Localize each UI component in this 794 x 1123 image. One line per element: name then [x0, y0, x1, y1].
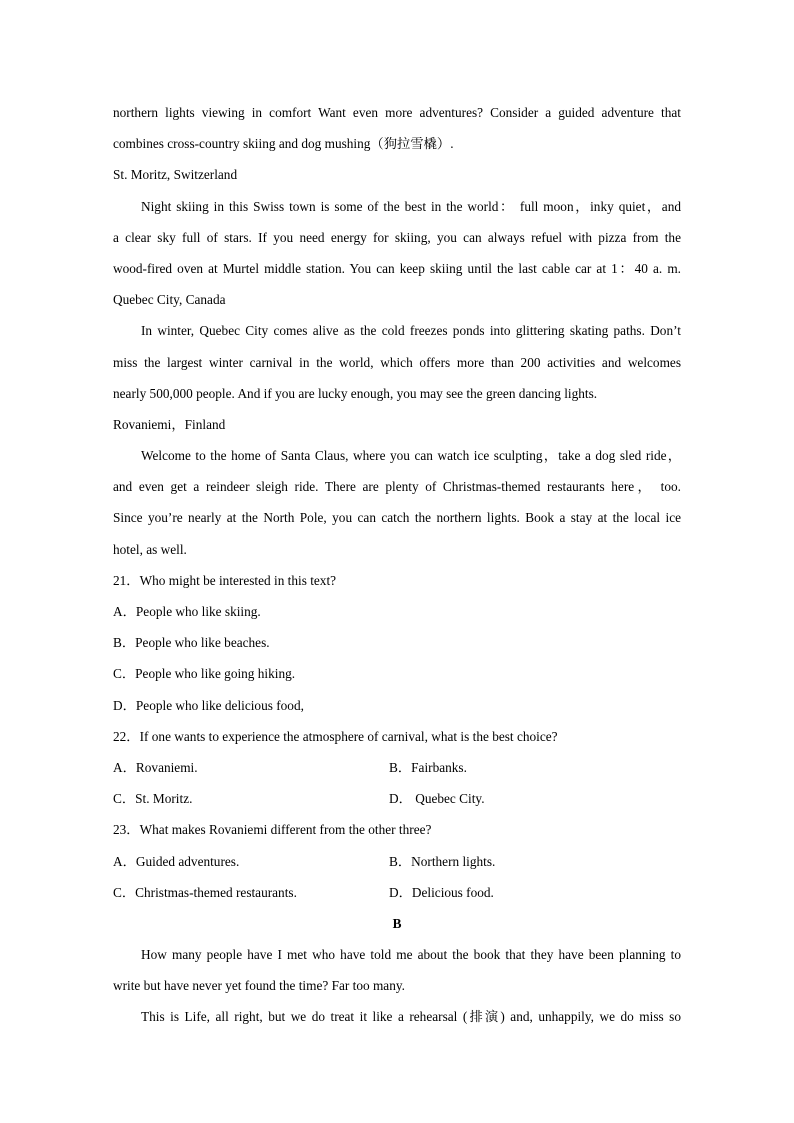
paragraph-line: nearly 500,000 people. And if you are lucky enough, you may see the green dancing lights. — [113, 385, 598, 401]
option-22-b: B．Fairbanks. — [389, 759, 467, 775]
option-23-a: A．Guided adventures. — [113, 853, 240, 869]
option-row — [113, 846, 681, 877]
option-21-d: D．People who like delicious food, — [113, 697, 304, 713]
paragraph-line: How many people have I met who have told me about the book that they have been planning to — [141, 947, 681, 963]
paragraph-line: write but have never yet found the time? Far too many. — [113, 978, 405, 994]
paragraph-line: hotel, as well. — [113, 541, 187, 557]
option-22-a: A．Rovaniemi. — [113, 759, 198, 775]
paragraph-line: northern lights viewing in comfort Want even more adventures? Consider a guided adventure that — [113, 105, 681, 120]
question-stem-23: 23．What makes Rovaniemi different from the other three? — [113, 822, 432, 838]
paragraph-line: This is Life, all right, but we do treat it like a rehearsal (排演) and, unhappily, we do miss so — [141, 1009, 681, 1025]
section-heading-quebec: Quebec City, Canada — [113, 292, 226, 308]
section-heading-st-moritz: St. Moritz, Switzerland — [113, 167, 238, 183]
option-23-d: D．Delicious food. — [389, 884, 494, 900]
option-22-c: C．St. Moritz. — [113, 791, 193, 807]
paragraph-line: and even get a reindeer sleigh ride. There are plenty of Christmas-themed restaurants here， too. — [113, 479, 681, 495]
option-row — [113, 752, 681, 783]
option-row — [113, 783, 681, 814]
paragraph-line: a clear sky full of stars. If you need energy for skiing, you can always refuel with pizza from the — [113, 229, 681, 245]
option-row — [113, 877, 681, 908]
option-23-b: B．Northern lights. — [389, 853, 496, 869]
paragraph-line: In winter, Quebec City comes alive as the cold freezes ponds into glittering skating paths. Don’t — [141, 323, 681, 339]
paragraph-line: Since you’re nearly at the North Pole, you can catch the northern lights. Book a stay at the local ice — [113, 510, 681, 526]
document-page — [113, 97, 681, 1033]
question-stem-21: 21．Who might be interested in this text? — [113, 572, 337, 588]
section-heading-rovaniemi: Rovaniemi，Finland — [113, 416, 226, 432]
question-stem-22: 22．If one wants to experience the atmosphere of carnival, what is the best choice? — [113, 728, 558, 744]
paragraph-line: wood-fired oven at Murtel middle station. You can keep skiing until the last cable car at 1：40 a. m. — [113, 260, 681, 276]
option-23-c: C．Christmas-themed restaurants. — [113, 884, 297, 900]
option-22-d: D． Quebec City. — [389, 791, 485, 807]
paragraph-line: miss the largest winter carnival in the world, which offers more than 200 activities and welcomes — [113, 354, 681, 370]
option-21-a: A．People who like skiing. — [113, 604, 261, 619]
paragraph-line: Welcome to the home of Santa Claus, where you can watch ice sculpting，take a dog sled ride， — [141, 448, 681, 464]
option-21-b: B．People who like beaches. — [113, 635, 270, 651]
paragraph-line: combines cross-country skiing and dog mushing（狗拉雪橇）. — [113, 136, 454, 152]
option-21-c: C．People who like going hiking. — [113, 666, 296, 682]
paragraph-line: Night skiing in this Swiss town is some of the best in the world： full moon，inky quiet，and — [141, 198, 681, 214]
section-heading-b: B — [392, 915, 402, 931]
